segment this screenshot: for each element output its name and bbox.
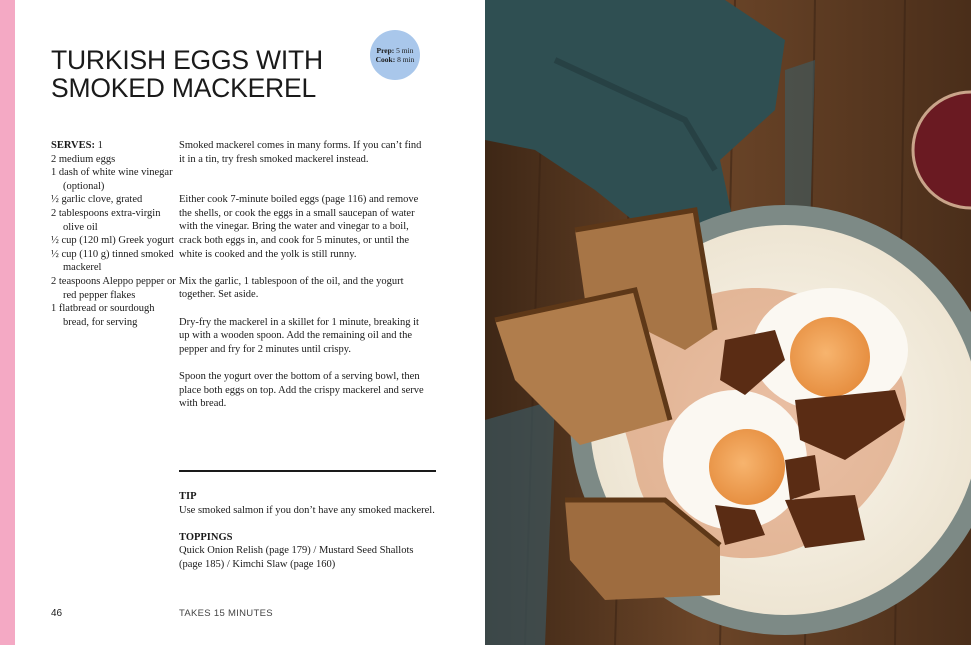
method-step: Dry-fry the mackerel in a skillet for 1 minute, breaking it up with a wooden spoon. Add the remaining oil and the pepper and fry for 2 minutes until crispy. [179, 316, 419, 355]
time-badge [370, 30, 420, 80]
recipe-title [51, 46, 323, 102]
serves [51, 139, 181, 153]
prep-label: Prep: [376, 46, 395, 55]
egg-yolk [790, 317, 870, 397]
cook-label: Cook: [375, 55, 396, 64]
ingredient-item: 2 medium eggs [51, 153, 116, 165]
blue-paint-patch [485, 400, 555, 645]
page-number: 46 [51, 608, 63, 619]
toppings-heading: TOPPINGS [179, 531, 233, 543]
notes [179, 490, 436, 585]
tip-text: Use smoked salmon if you don’t have any smoked mackerel. [179, 504, 435, 516]
method [179, 139, 424, 424]
ingredient-item: ½ garlic clove, grated [51, 194, 143, 206]
tip-heading: TIP [179, 491, 197, 502]
toppings-text: Quick Onion Relish (page 179) / Mustard Seed Shallots (page 185) / Kimchi Slaw (page 160) [179, 545, 414, 570]
cook-value: 8 min [397, 55, 415, 64]
takes-time: TAKES 15 MINUTES [179, 608, 273, 619]
ingredient-item: 1 dash of white wine vinegar (optional) [51, 167, 173, 192]
method-step: Spoon the yogurt over the bottom of a serving bowl, then place both eggs on top. Add the crispy mackerel and serve with bread. [179, 370, 424, 410]
divider [179, 470, 436, 472]
ingredient-item: 2 teaspoons Aleppo pepper or red pepper flakes [51, 275, 176, 301]
ingredient-item: ½ cup (110 g) tinned smoked mackerel [51, 248, 174, 274]
ingredient-item: 2 tablespoons extra-virgin olive oil [51, 207, 161, 233]
method-step: Mix the garlic, 1 tablespoon of the oil, and the yogurt together. Set aside. [179, 275, 404, 301]
pink-page-edge [0, 0, 15, 645]
recipe-title-line-2: SMOKED MACKEREL [51, 73, 317, 103]
recipe-page [15, 0, 485, 645]
prep-value: 5 min [396, 46, 414, 55]
serves-value: 1 [97, 140, 103, 151]
recipe-title-line-1: TURKISH EGGS WITH [51, 45, 323, 75]
serves-label: SERVES: [51, 140, 95, 151]
recipe-intro: Smoked mackerel comes in many forms. If you can’t find it in a tin, try fresh smoked mackerel instead. [179, 140, 422, 165]
method-step: Either cook 7-minute boiled eggs (page 116) and remove the shells, or cook the eggs in a small saucepan of water with the vinegar. Bring the water and vinegar to a boil, crack both eggs in, and cook for 5 minutes, or until the white is cooked and the yolk is still runny. [179, 194, 419, 260]
prep-time [377, 46, 414, 55]
dish-photo [485, 0, 971, 645]
ingredient-item: 1 flatbread or sourdough bread, for serving [51, 303, 155, 328]
ingredients-list [51, 139, 181, 329]
egg-yolk [709, 429, 785, 505]
ingredient-item: ½ cup (120 ml) Greek yogurt [51, 235, 175, 247]
cook-time [376, 55, 415, 64]
